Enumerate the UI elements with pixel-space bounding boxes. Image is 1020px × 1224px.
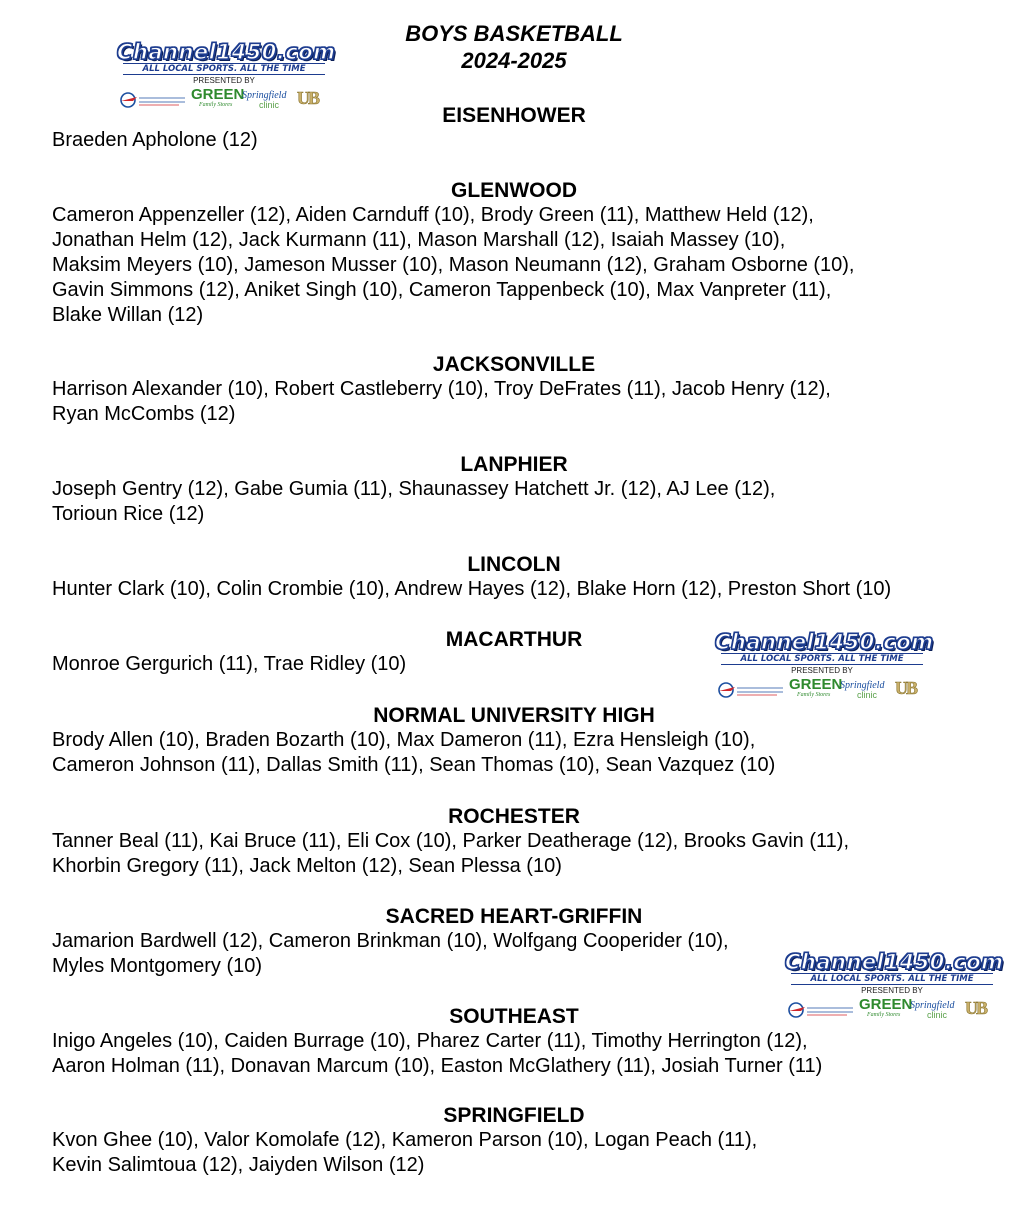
player-line: Aaron Holman (11), Donavan Marcum (10), Easton McGlathery (11), Josiah Turner (11) [52, 1055, 823, 1077]
sponsor-springfield: Springfield [910, 1000, 955, 1011]
player-line: Hunter Clark (10), Colin Crombie (10), Andrew Hayes (12), Blake Horn (12), Preston Short (10) [52, 578, 892, 600]
player-line: Braeden Apholone (12) [52, 129, 258, 151]
logo-presented-by: PRESENTED BY [861, 986, 923, 995]
school-heading: JACKSONVILLE [432, 353, 596, 376]
player-line: Maksim Meyers (10), Jameson Musser (10), Mason Neumann (12), Graham Osborne (10), [52, 254, 855, 276]
sponsor-green: GREEN [789, 676, 843, 693]
school-heading: EISENHOWER [442, 104, 586, 127]
sponsor-strip [715, 677, 929, 703]
airport-logo-icon [717, 679, 785, 701]
sponsor-clinic: clinic [927, 1010, 948, 1020]
player-line: Tanner Beal (11), Kai Bruce (11), Eli Cox (10), Parker Deatherage (12), Brooks Gavin (11), [52, 830, 850, 852]
player-line: Khorbin Gregory (11), Jack Melton (12), Sean Plessa (10) [52, 855, 562, 877]
player-line: Ryan McCombs (12) [52, 403, 236, 425]
sponsor-ub: UB [297, 88, 319, 108]
sponsor-green: GREEN [191, 86, 245, 103]
sponsor-clinic: clinic [857, 690, 878, 700]
school-heading: SPRINGFIELD [443, 1104, 585, 1127]
school-heading: LANPHIER [460, 453, 568, 476]
school-heading: LINCOLN [467, 553, 561, 576]
school-heading: NORMAL UNIVERSITY HIGH [373, 704, 655, 727]
player-line: Inigo Angeles (10), Caiden Burrage (10), Pharez Carter (11), Timothy Herrington (12), [52, 1030, 808, 1052]
school-heading: SACRED HEART-GRIFFIN [385, 905, 643, 928]
sponsor-green: GREEN [859, 996, 913, 1013]
sponsor-clinic: clinic [259, 100, 280, 110]
player-line: Monroe Gergurich (11), Trae Ridley (10) [52, 653, 407, 675]
logo-tagline: ALL LOCAL SPORTS. ALL THE TIME [123, 63, 325, 75]
player-line: Blake Willan (12) [52, 304, 204, 326]
logo-tagline: ALL LOCAL SPORTS. ALL THE TIME [791, 973, 993, 985]
logo-presented-by: PRESENTED BY [193, 76, 255, 85]
logo-presented-by: PRESENTED BY [791, 666, 853, 675]
player-line: Jonathan Helm (12), Jack Kurmann (11), Mason Marshall (12), Isaiah Massey (10), [52, 229, 786, 251]
player-line: Gavin Simmons (12), Aniket Singh (10), Cameron Tappenbeck (10), Max Vanpreter (11), [52, 279, 832, 301]
school-heading: ROCHESTER [448, 805, 580, 828]
sponsor-ub: UB [965, 998, 987, 1018]
player-line: Kevin Salimtoua (12), Jaiyden Wilson (12) [52, 1154, 425, 1176]
school-heading: MACARTHUR [445, 628, 583, 651]
player-line: Jamarion Bardwell (12), Cameron Brinkman (10), Wolfgang Cooperider (10), [52, 930, 729, 952]
sponsor-springfield: Springfield [840, 680, 885, 691]
logo-brand: Channel1450.com [715, 630, 934, 654]
player-line: Cameron Appenzeller (12), Aiden Carnduff (10), Brody Green (11), Matthew Held (12), [52, 204, 814, 226]
player-line: Brody Allen (10), Braden Bozarth (10), Max Dameron (11), Ezra Hensleigh (10), [52, 729, 756, 751]
sponsor-green-sub: Family Stores [199, 102, 233, 108]
player-line: Myles Montgomery (10) [52, 955, 263, 977]
logo-brand: Channel1450.com [785, 950, 1004, 974]
school-heading: GLENWOOD [451, 179, 577, 202]
sponsor-green-sub: Family Stores [797, 692, 831, 698]
sponsor-springfield: Springfield [242, 90, 287, 101]
season-label: 2024-2025 [461, 48, 567, 73]
logo-brand: Channel1450.com [117, 40, 336, 64]
player-line: Torioun Rice (12) [52, 503, 205, 525]
sponsor-ub: UB [895, 678, 917, 698]
logo-tagline: ALL LOCAL SPORTS. ALL THE TIME [721, 653, 923, 665]
school-heading: SOUTHEAST [449, 1005, 579, 1028]
player-line: Kvon Ghee (10), Valor Komolafe (12), Kameron Parson (10), Logan Peach (11), [52, 1129, 758, 1151]
player-line: Harrison Alexander (10), Robert Castleberry (10), Troy DeFrates (11), Jacob Henry (12), [52, 378, 831, 400]
player-line: Cameron Johnson (11), Dallas Smith (11), Sean Thomas (10), Sean Vazquez (10) [52, 754, 776, 776]
player-line: Joseph Gentry (12), Gabe Gumia (11), Shaunassey Hatchett Jr. (12), AJ Lee (12), [52, 478, 776, 500]
page-title: BOYS BASKETBALL [405, 21, 623, 46]
sponsor-green-sub: Family Stores [867, 1012, 901, 1018]
